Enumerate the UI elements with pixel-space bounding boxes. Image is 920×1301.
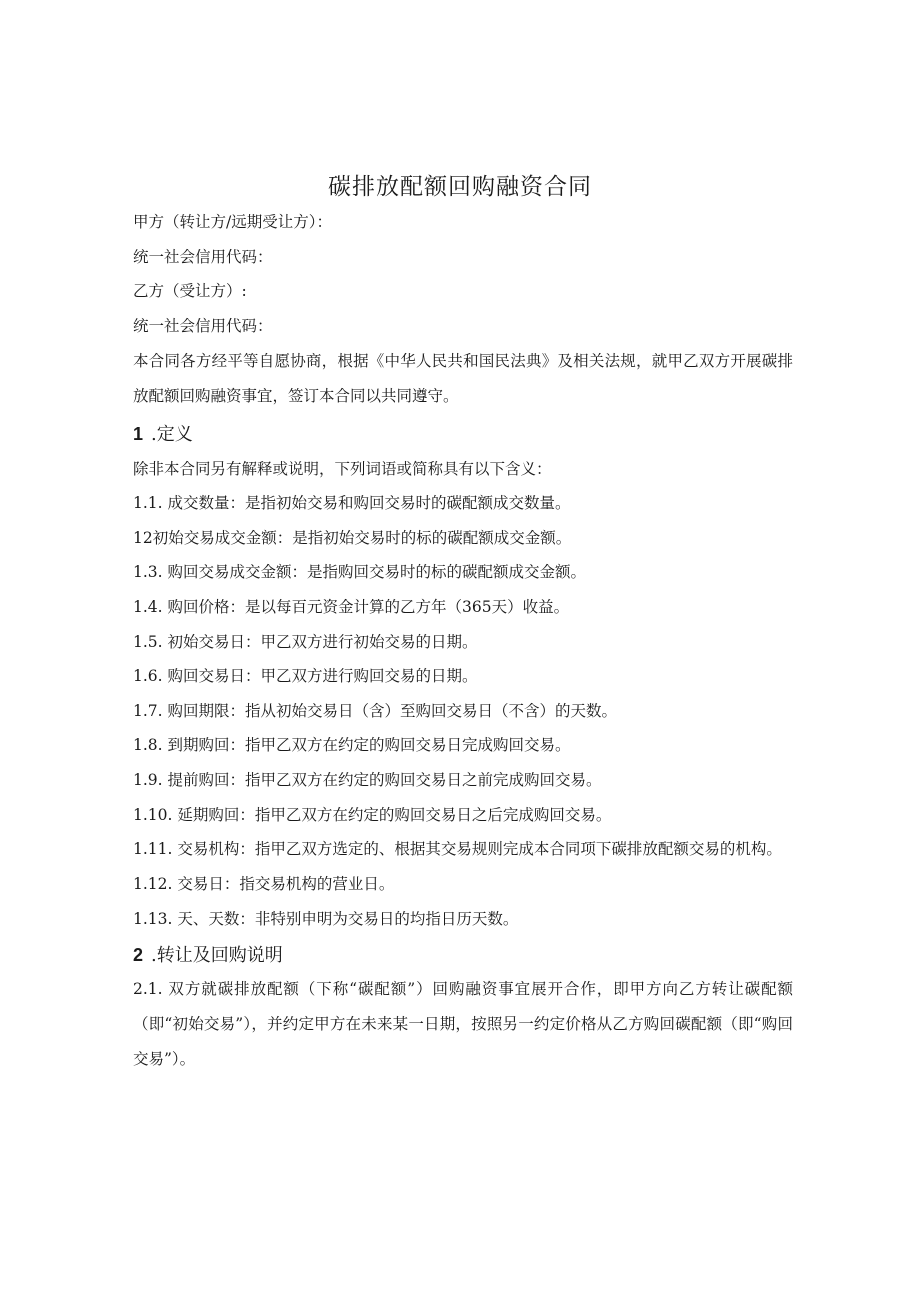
section-2-heading	[133, 943, 793, 968]
section-2-title: .转让及回购说明	[151, 945, 283, 967]
party-a-label: 甲方（转让方/远期受让方）：	[133, 213, 332, 231]
definition-item: 1.8. 到期购回：指甲乙双方在约定的购回交易日完成购回交易。	[133, 736, 571, 755]
definition-item: 1.11. 交易机构：指甲乙双方选定的、根据其交易规则完成本合同项下碳排放配额交易的机构。	[133, 840, 782, 859]
definition-item: 12初始交易成交金额：是指初始交易时的标的碳配额成交金额。	[133, 528, 572, 547]
preamble-paragraph: 本合同各方经平等自愿协商，根据《中华人民共和国民法典》及相关法规，就甲乙双方开展碳排放配额回购融资事宜，签订本合同以共同遵守。	[133, 352, 793, 405]
definition-item: 1.10. 延期购回：指甲乙双方在约定的购回交易日之后完成购回交易。	[133, 805, 612, 824]
party-b-credit-code-label: 统一社会信用代码：	[133, 316, 273, 335]
definition-item: 1.12. 交易日：指交易机构的营业日。	[133, 875, 395, 894]
definition-item: 1.5. 初始交易日：甲乙双方进行初始交易的日期。	[133, 632, 478, 651]
party-b-label: 乙方（受让方）:	[133, 282, 247, 301]
contract-body	[133, 212, 793, 1084]
section-2-number: 2	[133, 945, 144, 966]
contract-title: 碳排放配额回购融资合同	[328, 174, 592, 200]
section-1-intro: 除非本合同另有解释或说明，下列词语或简称具有以下含义：	[133, 459, 552, 478]
definition-item: 1.7. 购回期限：指从初始交易日（含）至购回交易日（不含）的天数。	[133, 701, 618, 720]
definition-item: 1.3. 购回交易成交金额：是指购回交易时的标的碳配额成交金额。	[133, 563, 587, 582]
definition-item: 1.13. 天、天数：非特别申明为交易日的均指日历天数。	[133, 909, 519, 928]
definition-item: 1.4. 购回价格：是以每百元资金计算的乙方年（365天）收益。	[133, 597, 570, 616]
transfer-clause-item: 2.1. 双方就碳排放配额（下称“碳配额”）回购融资事宜展开合作，即甲方向乙方转让碳配额（即“初始交易”），并约定甲方在未来某一日期，按照另一约定价格从乙方购回碳配额（即“购回交易”）。	[133, 980, 793, 1068]
definition-item: 1.1. 成交数量：是指初始交易和购回交易时的碳配额成交数量。	[133, 494, 571, 513]
section-1-number: 1	[133, 423, 144, 444]
definition-item: 1.6. 购回交易日：甲乙双方进行购回交易的日期。	[133, 667, 478, 686]
definition-item: 1.9. 提前购回：指甲乙双方在约定的购回交易日之前完成购回交易。	[133, 770, 602, 789]
section-1-title: .定义	[151, 423, 193, 445]
section-1-heading	[133, 422, 793, 447]
party-a-credit-code-label: 统一社会信用代码：	[133, 247, 273, 266]
